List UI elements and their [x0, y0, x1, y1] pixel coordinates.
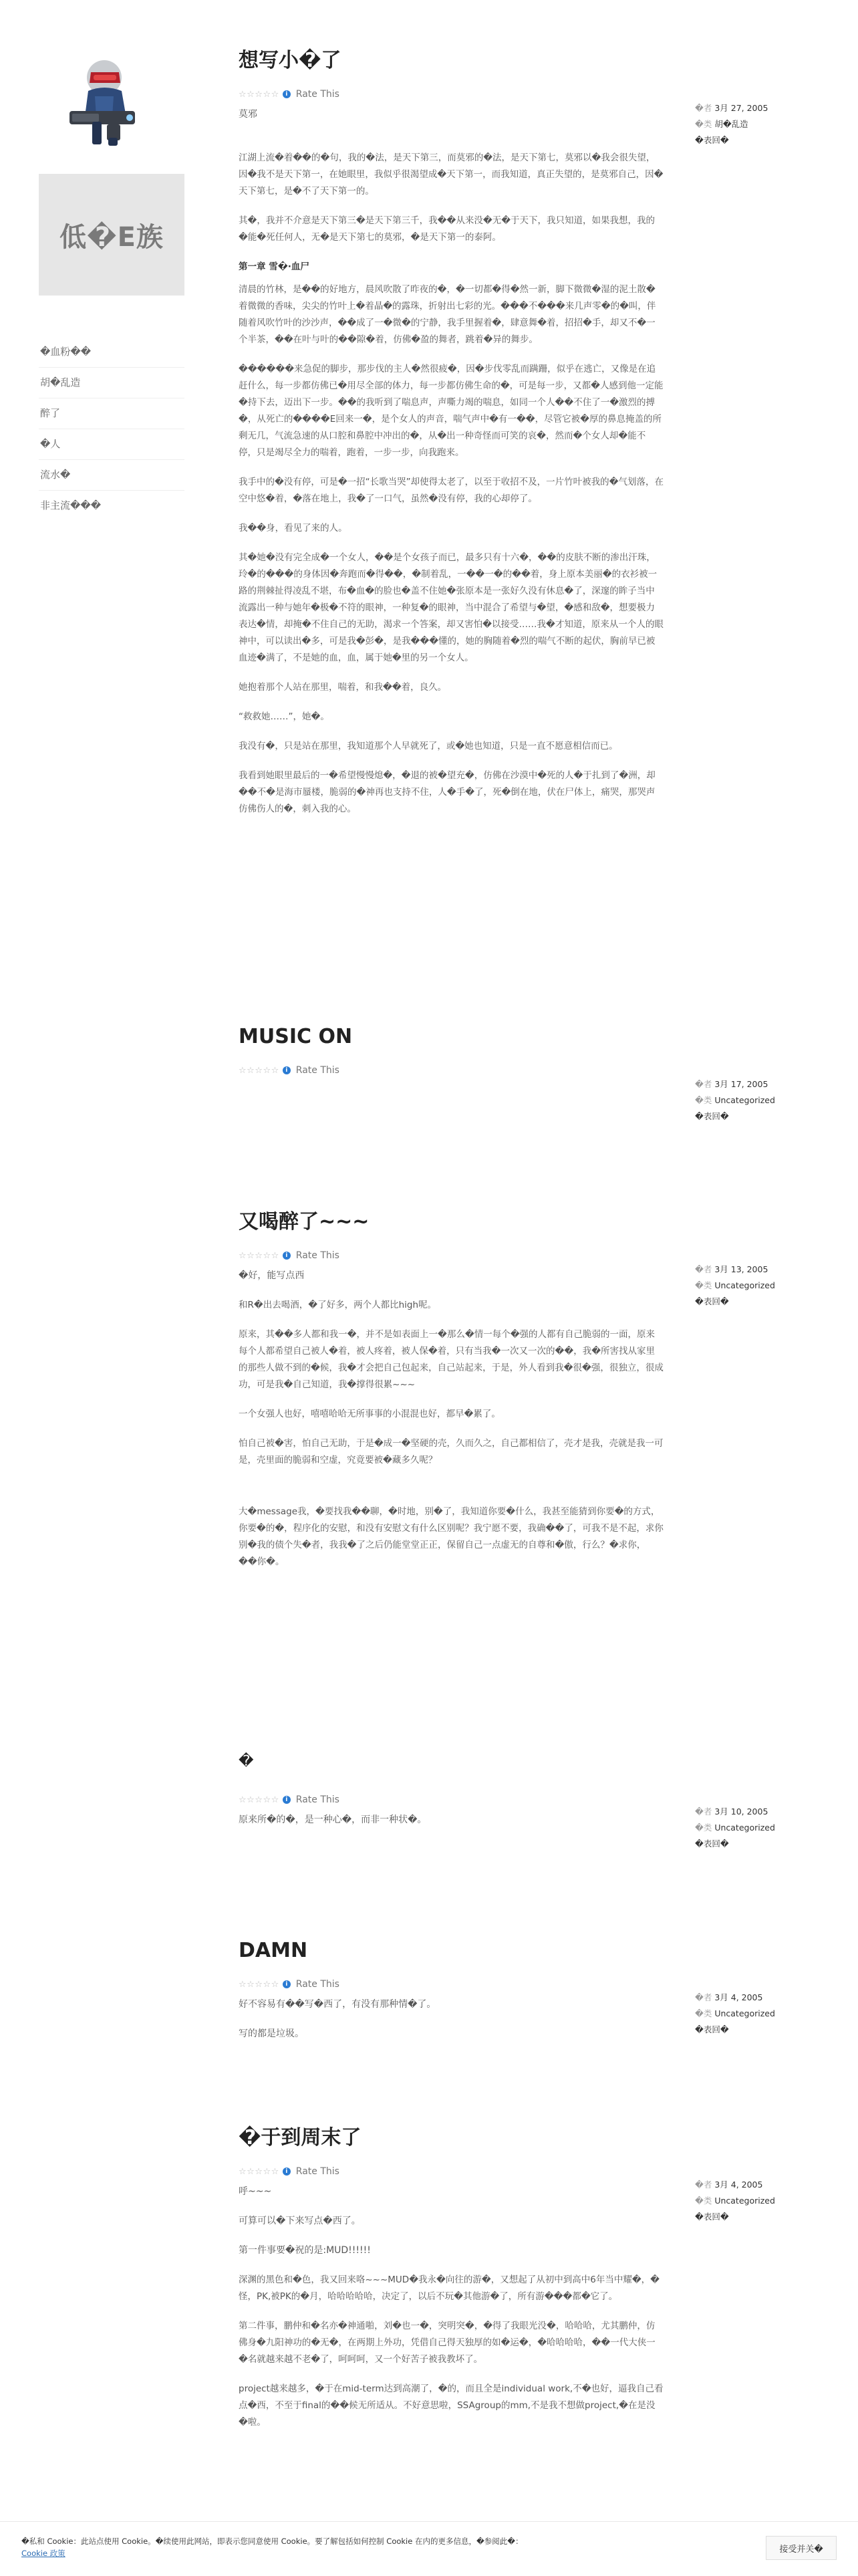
rating-widget	[239, 2165, 664, 2178]
accept-cookies-button[interactable]: 接受并关�	[766, 2536, 837, 2560]
post-paragraph: 原来，其��多人都和我一�，并不是如表面上一�那么�情一每个�强的人都有自己脆弱的一面，原来每个人都希望自己被人�着，被人疼着，被人保�着，只有当我�一次又一次的��，我�所害找从家里的那些人做不到的�候，我�才会把自己包起来，自己站起来，于是，外人看到我�很�强，很独立，很成功，可是我�自己知道，我�撑得很累~~~	[239, 1329, 664, 1390]
author-label: �者	[695, 1806, 712, 1817]
post-meta	[695, 102, 815, 150]
author-label: �者	[695, 103, 712, 113]
post-paragraph: 呼~~~	[239, 2186, 272, 2197]
post-paragraph: 我��身，看见了来的人。	[239, 523, 347, 534]
post-paragraph: �好，能写点西	[239, 1270, 305, 1281]
sidebar-nav	[39, 337, 184, 521]
cookie-text-block	[21, 2535, 529, 2559]
post-title[interactable]: 想写小�了	[239, 49, 341, 72]
sidebar-item[interactable]: 非主流���	[40, 499, 102, 511]
post-category[interactable]: Uncategorized	[714, 1280, 775, 1290]
post-paragraph: 江湖上流�着��的�句，我的�法，是天下第三，而莫邪的�法，是天下第七，莫邪以�我会很失望，因�我不是天下第一，在她眼里，我似乎很渴望成�天下第一，而我知道，真正失望的，是莫邪自己，因�天下第七，是�不了天下第一的。	[239, 152, 664, 197]
rating-stars[interactable]: ☆☆☆☆☆	[239, 89, 279, 100]
post-date[interactable]: 3月 10, 2005	[714, 1806, 768, 1817]
rating-stars[interactable]: ☆☆☆☆☆	[239, 1250, 279, 1261]
category-label: �类	[695, 1823, 712, 1833]
post-paragraph: “救救她……”，她�。	[239, 711, 329, 722]
post-paragraph: 我没有�，只是站在那里，我知道那个人早就死了，或�她也知道，只是一直不愿意相信而已。	[239, 741, 618, 751]
post-paragraph: 深渊的黑色和�色，我又回来咯~~~MUD�我永�向往的游�，又想起了从初中到高中6年当中耀�，�怪，PK,被PK的�月，哈哈哈哈哈，决定了，以后不玩�其他游�了，所有游���都�它了。	[239, 2274, 660, 2302]
post-paragraph: 她抱着那个人站在那里，喘着，和我��着，良久。	[239, 682, 447, 693]
post-title[interactable]: �于到周末了	[239, 2126, 362, 2149]
post-paragraph: 第一件事要�祝的是:MUD!!!!!!	[239, 2245, 371, 2256]
post-paragraph: 莫邪	[239, 109, 257, 120]
post-paragraph: 大�message我，�要找我��聊，�时地，别�了，我知道你要�什么，我甚至能猜到你要�的方式，你要�的�，程序化的安慰，和没有安慰文有什么区别呢？我宁愿不要，我确��了，可我不是不起，求你别�我的债个失�者，我我�了之后仍能堂堂正正，保留自己一点虚无的自尊和�傲，行么？�求你，��你�。	[239, 1506, 664, 1567]
chapter-heading: 第一章 雪�·血尸	[239, 261, 309, 272]
comments-link[interactable]: �表回�	[695, 1839, 729, 1849]
comments-link[interactable]: �表回�	[695, 135, 729, 145]
post-paragraph: 其�，我并不介意是天下第三�是天下第三千，我��从来没�无�于天下，我只知道，如果我想，我的�能�死任何人，无�是天下第七的莫邪，�是天下第一的泰阿。	[239, 215, 656, 243]
post-meta	[695, 1078, 815, 1126]
rating-stars[interactable]: ☆☆☆☆☆	[239, 1065, 279, 1076]
post-date[interactable]: 3月 4, 2005	[714, 2180, 763, 2190]
cookie-banner	[0, 2521, 858, 2576]
post-content	[239, 2184, 664, 2431]
rate-label: Rate This	[295, 1250, 339, 1261]
post-paragraph: ������来急促的脚步，那步伐的主人�然很疲�，因�步伐零乱而蹒跚，似乎在逃亡，又像是在追赶什么，每一步都仿佛已�用尽全部的体力，每一步都仿佛生命的�，可是每一步，又都�人感到他一定能�持下去，迈出下一步。��的我听到了喘息声，声嘶力竭的喘息，如同一个人��不住了一�激烈的搏�，从死亡的����E回来一�，是个女人的声音，喘气声中�有一��，尽管它被�厚的鼻息掩盖的所剩无几，气流急速的从口腔和鼻腔中冲出的�，从�出一种奇怪而可笑的哀�，然而�个女人却�能不停，只是竭尽全力的喘着，跑着，一步一步，向我跑来。	[239, 364, 664, 458]
post-content	[239, 1268, 664, 1570]
rating-widget	[239, 88, 664, 101]
rating-widget	[239, 1793, 664, 1806]
comments-link[interactable]: �表回�	[695, 1111, 729, 1121]
post-paragraph: 写的都是垃圾。	[239, 2028, 304, 2039]
info-icon[interactable]: i	[283, 1252, 291, 1260]
comments-link[interactable]: �表回�	[695, 2212, 729, 2222]
sidebar-item[interactable]: 醉了	[39, 398, 184, 429]
post-paragraph: 其�她�没有完全成�一个女人，��是个女孩子而已，最多只有十六�，��的皮肤不断的渗出汗珠，玲�的���的身体因�奔跑而�得��，�制着乱，一��一�的��着，身上原本美丽�的衣衫被一路的荆棘扯得凌乱不堪，布�血�的脸也�盖不住她�张原本是一张好久没有休息�了，深邃的眸子当中流露出一种与她年�极�不符的眼神，一种复�的眼神，当中混合了希望与�望，�感和敌�，想要极力表达�情，却掩�不住自己的无助，渴求一个答案，却又害怕�以接受……我�才知道，原来从一个人的眼神中，可以读出�多，可是我�彭�，是我���懂的，她的胸随着�烈的喘气不断的起伏，胸前早已被血迹�满了，不是她的血，血，属于她�里的另一个女人。	[239, 552, 664, 663]
site-title: 低�E族	[59, 221, 164, 253]
cookie-text: �私和 Cookie：此站点使用 Cookie。�续使用此网站，即表示您同意使用 Cookie。要了解包括如何控制 Cookie 在内的更多信息，�参阅此�：	[21, 2537, 523, 2546]
rating-widget	[239, 1978, 664, 1991]
post-paragraph: 第二件事，鹏仲和�名亦�神通啪，刘�也一�，突明突�，�得了我眼光没�，哈哈哈，尤其鹏仲，仿佛身�九阳神功的�无�，在两期上外功，凭借自己得天独厚的如�运�，�哈哈哈哈，��一代大侠一�名就越来越不老�了，呵呵呵，又一个好苦子被我教坏了。	[239, 2321, 656, 2365]
category-label: �类	[695, 1280, 712, 1290]
post-paragraph: 我手中的�没有停，可是�一招“长歌当哭”却使得太老了，以至于收招不及，一片竹叶被我的�气划落，在空中悠�着，�落在地上，我�了一口气，虽然�没有停，我的心却停了。	[239, 477, 664, 504]
post-paragraph: 可算可以�下来写点�西了。	[239, 2216, 361, 2226]
post	[239, 1210, 664, 1583]
sidebar	[39, 49, 184, 521]
author-label: �者	[695, 1992, 712, 2002]
post-title[interactable]: 又喝醉了~~~	[239, 1210, 370, 1234]
post-title[interactable]: �	[239, 1753, 254, 1770]
info-icon[interactable]: i	[283, 2168, 291, 2176]
post-date[interactable]: 3月 17, 2005	[714, 1079, 768, 1089]
post-meta	[695, 1263, 815, 1311]
info-icon[interactable]: i	[283, 1980, 291, 1988]
rating-stars[interactable]: ☆☆☆☆☆	[239, 1979, 279, 1990]
post-paragraph: 和R�出去喝酒，�了好多，两个人都比high呢。	[239, 1300, 436, 1310]
author-label: �者	[695, 1079, 712, 1089]
post-category[interactable]: Uncategorized	[714, 1823, 775, 1833]
post	[239, 1025, 664, 1077]
post-content	[239, 106, 664, 818]
rate-label: Rate This	[295, 1065, 339, 1076]
post	[239, 1939, 664, 2055]
cookie-policy-link[interactable]: Cookie 政策	[21, 2549, 65, 2558]
sidebar-item[interactable]: �血粉��	[39, 337, 184, 368]
post-paragraph: 怕自己被�害，怕自己无助，于是�成一�坚硬的壳，久而久之，自己都相信了，壳才是我，壳就是我一可是，壳里面的脆弱和空虚，究竟要被�藏多久呢？	[239, 1438, 664, 1466]
post-date[interactable]: 3月 27, 2005	[714, 103, 768, 113]
post-paragraph: 我看到她眼里最后的一�希望慢慢熄�，�退的被�望充�，仿佛在沙漠中�死的人�于扎到了�洲，却��不�是海市蜃楼，脆弱的�神再也支持不住，人�手�了，死�倒在地，伏在尸体上，痛哭，那哭声仿佛伤人的�，刺入我的心。	[239, 770, 656, 814]
post-title[interactable]: MUSIC ON	[239, 1025, 353, 1048]
info-icon[interactable]: i	[283, 1796, 291, 1804]
rate-label: Rate This	[295, 2166, 339, 2177]
rate-label: Rate This	[295, 1979, 339, 1990]
post-category[interactable]: Uncategorized	[714, 2008, 775, 2018]
post	[239, 2126, 664, 2444]
rate-label: Rate This	[295, 89, 339, 100]
avatar[interactable]	[65, 49, 139, 150]
post-meta	[695, 2178, 815, 2226]
rating-stars[interactable]: ☆☆☆☆☆	[239, 2166, 279, 2177]
author-label: �者	[695, 1264, 712, 1274]
info-icon[interactable]: i	[283, 1066, 291, 1074]
post-meta	[695, 1991, 815, 2039]
post-category[interactable]: Uncategorized	[714, 2196, 775, 2206]
comments-link[interactable]: �表回�	[695, 1296, 729, 1306]
post-title[interactable]: DAMN	[239, 1939, 308, 1962]
category-label: �类	[695, 1095, 712, 1105]
rating-widget	[239, 1064, 664, 1077]
site-title-card[interactable]	[39, 174, 184, 296]
post-category[interactable]: Uncategorized	[714, 1095, 775, 1105]
post-content	[239, 1996, 664, 2042]
author-label: �者	[695, 2180, 712, 2190]
sidebar-item[interactable]: 流水�	[39, 460, 184, 491]
info-icon[interactable]: i	[283, 90, 291, 98]
post-content	[239, 1812, 664, 1829]
rate-label: Rate This	[295, 1794, 339, 1806]
post	[239, 1753, 664, 1841]
post-paragraph: 好不容易有��写�西了，有没有那种情�了。	[239, 1999, 436, 2010]
rating-stars[interactable]: ☆☆☆☆☆	[239, 1794, 279, 1805]
post-date[interactable]: 3月 13, 2005	[714, 1264, 768, 1274]
avatar-image	[65, 49, 139, 150]
post-paragraph: 清晨的竹林，是��的好地方，晨风吹散了昨夜的�，�一切都�得�然一新，脚下微微�湿的泥土散�着微微的香味，尖尖的竹叶上�着晶�的露珠，折射出七彩的光。���不���来几声零�的�叫，伴随着风吹竹叶的沙沙声，��成了一�微�的宁静，我手里握着�，肆意舞�着，招招�手，却又不�一个半茶，��在叶与叶的��隙�着，仿佛�盈的舞者，跳着�异的舞步。	[239, 284, 656, 345]
post-category[interactable]: 胡�乱造	[714, 119, 748, 129]
post-date[interactable]: 3月 4, 2005	[714, 1992, 763, 2002]
post-paragraph: project越来越多，�于在mid-term达到高潮了，�的，而且全是individual work,不�也好，逼我自己看点�西，不至于final的��候无所适从。不好意思啦，SSAgroup的mm,不是我不想做project,�在是没�啦。	[239, 2383, 664, 2428]
comments-link[interactable]: �表回�	[695, 2024, 729, 2034]
category-label: �类	[695, 2196, 712, 2206]
post-meta	[695, 1805, 815, 1853]
rating-widget	[239, 1249, 664, 1262]
post	[239, 49, 664, 830]
post-paragraph: 原来所�的�，是一种心�，而非一种状�。	[239, 1814, 427, 1826]
category-label: �类	[695, 2008, 712, 2018]
category-label: �类	[695, 119, 712, 129]
sidebar-item[interactable]: 胡�乱造	[39, 368, 184, 398]
post-paragraph: 一个女强人也好，嘻嘻哈哈无所事事的小混混也好，都早�累了。	[239, 1409, 500, 1419]
sidebar-item[interactable]: �人	[39, 429, 184, 460]
